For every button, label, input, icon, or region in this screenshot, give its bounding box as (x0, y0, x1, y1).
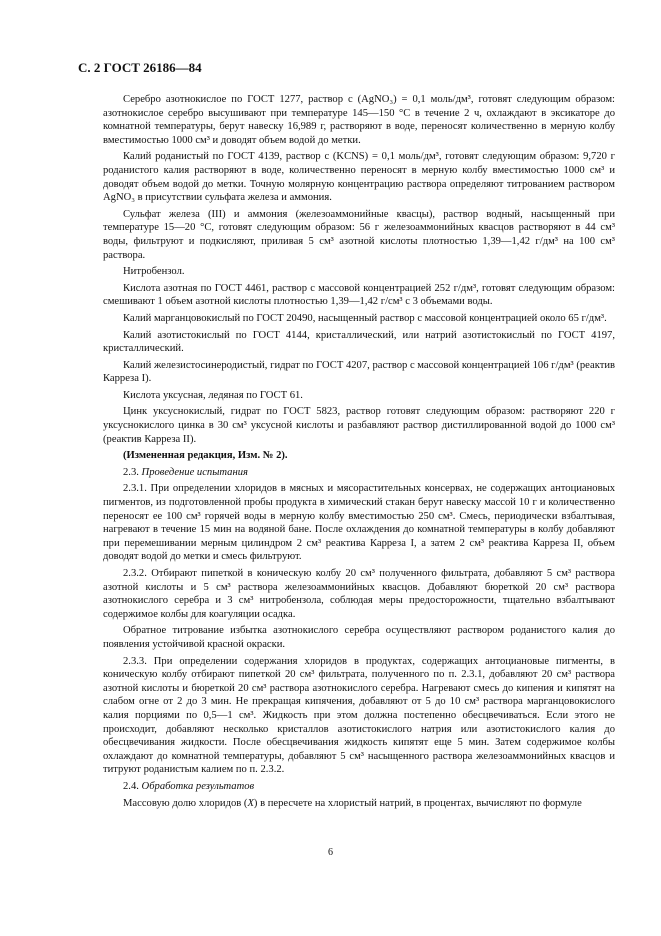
section-title: Обработка результатов (141, 780, 255, 792)
paragraph-2-3-2: 2.3.2. Отбирают пипеткой в коническую колбу 20 см³ полученного фильтрата, добавляют 5 см³ раствора азотной кислоты и 5 см³ раствора железоаммонийных квасцов. Добавляют бюреткой 20 см³ раствора азотнокислого серебра и 3 см³ нитробензола, соблюдая меры предосторожности, тщательно взбалтывают содержимое колбы для коагуляции осадка. (103, 568, 615, 620)
section-heading-2-4 (103, 780, 615, 794)
paragraph-back-titration: Обратное титрование избытка азотнокислого серебра осуществляют раствором роданистого калия до появления устойчивой красной окраски. (103, 625, 615, 650)
paragraph-silver-nitrate: Серебро азотнокислое по ГОСТ 1277, раствор c (AgNO₃) = 0,1 моль/дм³, готовят следующим образом: азотнокислое серебро высушивают при температуре 145—150 °С в течение 2 ч, охлаждают в эксикаторе до комнатной температуры, берут навеску 16,989 г, растворяют в воде, переносят количественно в мерную колбу вместимостью 1000 см³ и доводят объем водой до метки. (103, 94, 615, 146)
paragraph-nitrobenzene: Нитробензол. (123, 266, 185, 278)
paragraph-text: Массовую долю хлоридов ( (123, 797, 248, 809)
revision-note: (Измененная редакция, Изм. № 2). (123, 450, 288, 462)
paragraph-carrez-1: Калий железистосинеродистый, гидрат по ГОСТ 4207, раствор с массовой концентрацией 106 г/дм³ (реактив Карреза I). (103, 359, 616, 385)
paragraph-potassium-nitrite: Калий азотистокислый по ГОСТ 4144, кристаллический, или натрий азотистокислый по ГОСТ 4197, кристаллический. (103, 329, 615, 355)
paragraph-2-3-3: 2.3.3. При определении содержания хлоридов в продуктах, содержащих антоциановые пигменты, в коническую колбу отбирают пипеткой 20 см³ фильтрата, полученного по п. 2.3.1, добавляют 20 см³ раствора азотной кислоты и бюреткой 20 см³ раствора азотнокислого серебра. Нагревают смесь до кипения и кипятят на слабом огне от 2 до 3 мин. Не прекращая кипячения, добавляют от 5 до 10 см³ раствора марганцовокислого калия порциями по 0,5—1 см³. Жидкость при этом должна постепенно обесцвечиваться. Если этого не происходит, добавляют несколько кристаллов азотистокислого натрия или азотистокислого калия до обесцвечивания жидкости. После обесцвечивания жидкость кипятят еще 5 мин. Затем содержимое колбы охлаждают до комнатной температуры, добавляют 5 см³ насыщенного раствора железоаммонийных квасцов и титруют роданистым калием по п. 2.3.2. (103, 655, 615, 776)
page-number: 6 (328, 847, 333, 858)
section-number: 2.3. (123, 466, 139, 478)
paragraph-nitric-acid: Кислота азотная по ГОСТ 4461, раствор с массовой концентрацией 252 г/дм³, готовят следующим образом: смешивают 1 объем азотной кислоты плотностью 1,39—1,42 г/см³ с 3 объемами воды. (103, 282, 615, 308)
paragraph-carrez-2: Цинк уксуснокислый, гидрат по ГОСТ 5823, раствор готовят следующим образом: растворяют 220 г уксуснокислого цинка в 30 см³ уксусной кислоты и разбавляют раствор дистиллированной водой до 1000 см³ (реактив Карреза II). (103, 406, 615, 445)
paragraph-text: ) в пересчете на хлористый натрий, в процентах, вычисляют по формуле (253, 797, 582, 809)
document-body (103, 93, 615, 810)
paragraph-potassium-thiocyanate: Калий роданистый по ГОСТ 4139, раствор c (KCNS) = 0,1 моль/дм³, готовят следующим образом: 9,720 г роданистого калия растворяют в воде, количественно переносят в мерную колбу вместимостью 1000 см³ и доводят объем водой до метки. Точную молярную концентрацию раствора определяют титрованием раствором AgNO₃ в присутствии сульфата железа и аммония. (103, 151, 615, 204)
paragraph-2-4 (103, 797, 615, 811)
section-number: 2.4. (123, 780, 139, 792)
paragraph-acetic-acid: Кислота уксусная, ледяная по ГОСТ 61. (123, 389, 303, 401)
section-title: Проведение испытания (141, 466, 248, 478)
paragraph-potassium-permanganate: Калий марганцовокислый по ГОСТ 20490, насыщенный раствор с массовой концентрацией около 65 г/дм³. (123, 312, 607, 324)
variable-x: X (247, 797, 254, 809)
page-header: С. 2 ГОСТ 26186—84 (78, 60, 202, 75)
section-heading-2-3 (103, 466, 615, 480)
paragraph-ferric-ammonium-sulfate: Сульфат железа (III) и аммония (железоаммонийные квасцы), раствор водный, насыщенный при температуре 15—20 °С, готовят следующим образом: 56 г железоаммонийных квасцов растворяют в 44 см³ воды, фильтруют и подкисляют, приливая 5 см³ азотной кислоты плотностью 1,39—1,42 г/дм³ на 100 см³ раствора. (103, 208, 615, 261)
paragraph-2-3-1: 2.3.1. При определении хлоридов в мясных и мясорастительных консервах, не содержащих антоциановых пигментов, из подготовленной пробы продукта в химический стакан берут навеску массой 10 г и количественно переносят ее 100 см³ горячей воды в мерную колбу вместимостью 250 см³. Смесь, периодически взбалтывая, нагревают в течение 15 мин на водяной бане. После охлаждения до комнатной температуры в колбу добавляют при перемешивании мерным цилиндром 2 см³ реактива Карреза I, а затем 2 см³ реактива Карреза II, объем доводят водой до метки и смесь фильтруют. (103, 483, 615, 563)
